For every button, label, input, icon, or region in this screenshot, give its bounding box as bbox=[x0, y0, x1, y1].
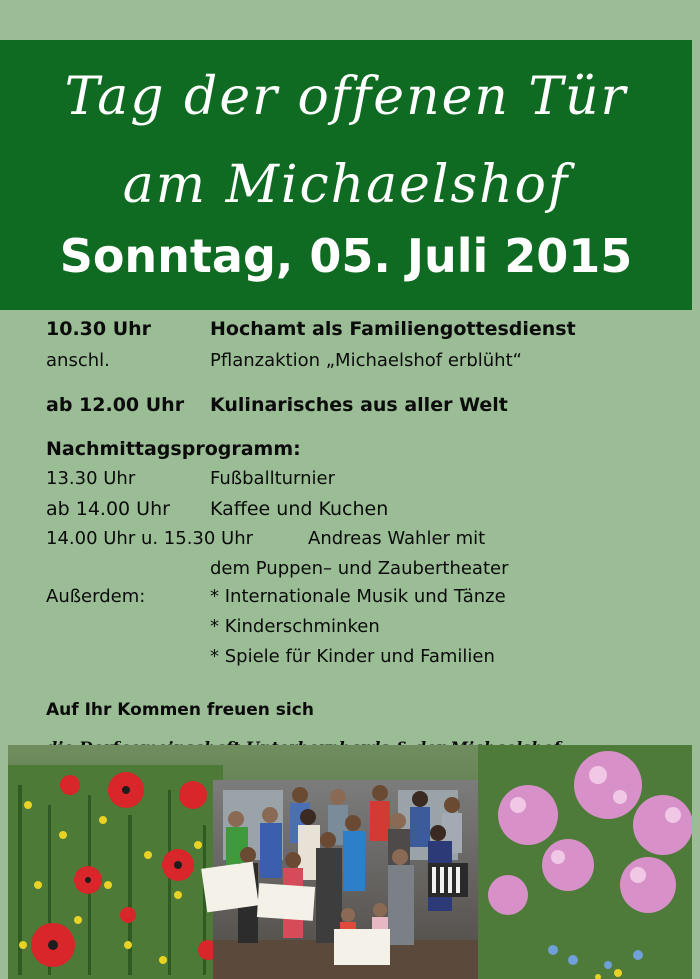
extras-label: Außerdem: bbox=[46, 586, 146, 607]
extras-item: * Spiele für Kinder und Familien bbox=[210, 646, 495, 667]
afternoon-time: ab 14.00 Uhr bbox=[46, 498, 170, 520]
afternoon-time: 14.00 Uhr u. 15.30 Uhr bbox=[46, 528, 254, 549]
program-desc: Hochamt als Familiengottesdienst bbox=[210, 318, 576, 340]
program-desc: Pflanzaktion „Michaelshof erblüht“ bbox=[210, 350, 522, 371]
afternoon-desc: Fußballturnier bbox=[210, 468, 336, 489]
program-time: 10.30 Uhr bbox=[46, 318, 152, 340]
afternoon-heading: Nachmittagsprogramm: bbox=[46, 438, 301, 460]
title-line-2: am Michaelshof bbox=[122, 155, 570, 215]
flower-group-photo bbox=[8, 745, 692, 979]
afternoon-desc: Kaffee und Kuchen bbox=[210, 498, 389, 520]
title-line-1: Tag der offenen Tür bbox=[64, 67, 628, 127]
extras-item: * Internationale Musik und Tänze bbox=[210, 586, 506, 607]
afternoon-desc: Andreas Wahler mit bbox=[308, 528, 486, 549]
closing-text: Auf Ihr Kommen freuen sich bbox=[46, 700, 314, 720]
afternoon-desc: dem Puppen– und Zaubertheater bbox=[210, 558, 509, 579]
program-time: ab 12.00 Uhr bbox=[46, 394, 185, 416]
program-desc: Kulinarisches aus aller Welt bbox=[210, 394, 508, 416]
event-date: Sonntag, 05. Juli 2015 bbox=[59, 229, 633, 283]
extras-item: * Kinderschminken bbox=[210, 616, 380, 637]
photo-illustration bbox=[8, 745, 692, 979]
afternoon-time: 13.30 Uhr bbox=[46, 468, 136, 489]
program-time: anschl. bbox=[46, 350, 110, 371]
header-banner bbox=[0, 40, 692, 310]
